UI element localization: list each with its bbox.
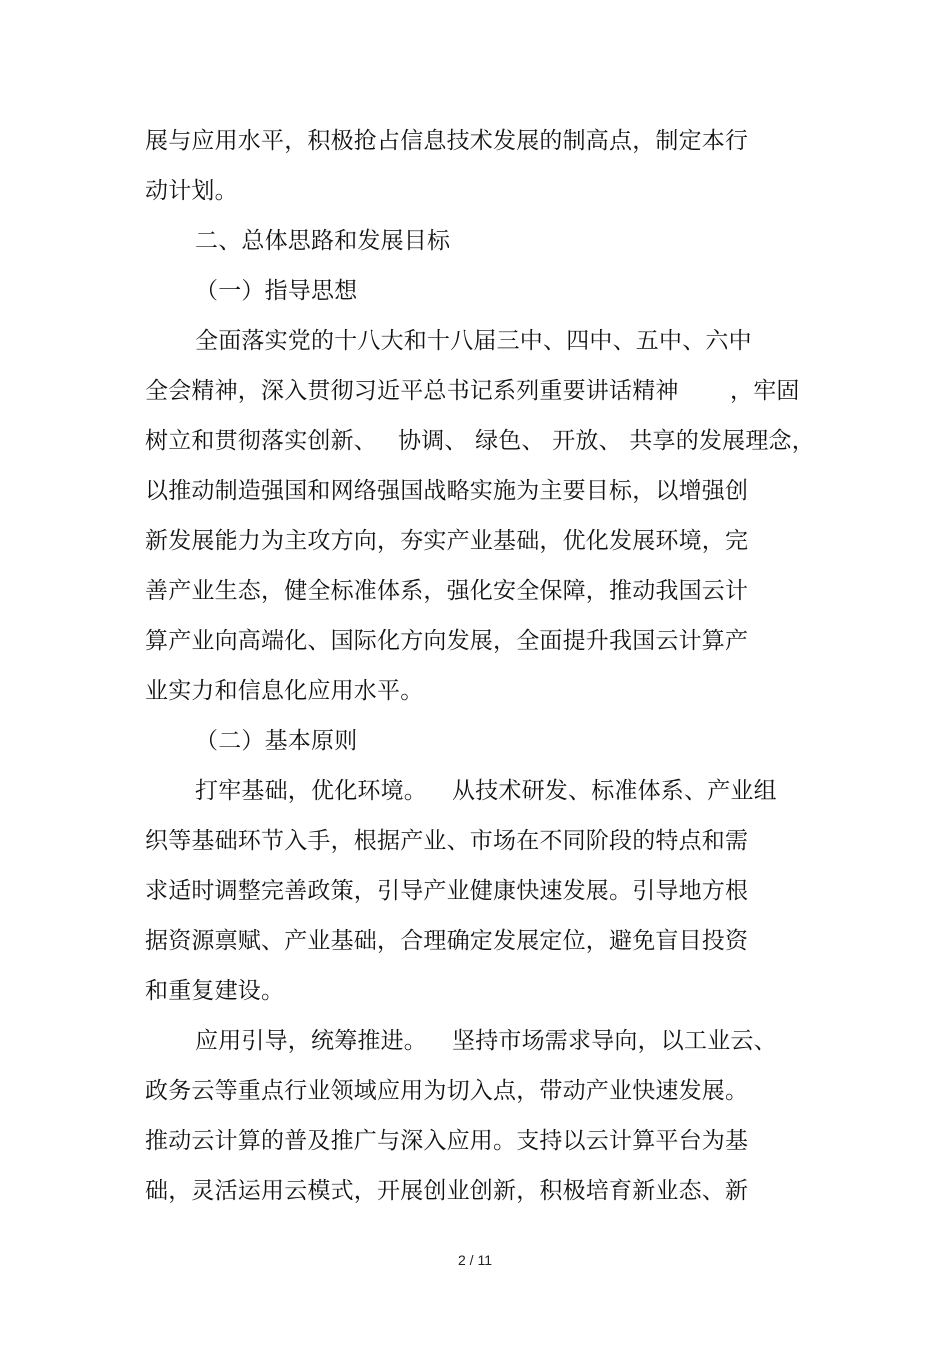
body-text-line: 和重复建设。 xyxy=(145,978,285,1004)
body-text-line: 应用引导，统筹推进。 xyxy=(195,1028,427,1054)
body-text-line: 织等基础环节入手，根据产业、市场在不同阶段的特点和需 xyxy=(145,828,749,854)
body-text-line: 础，灵活运用云模式，开展创业创新，积极培育新业态、新 xyxy=(145,1178,749,1204)
body-text-line: 政务云等重点行业领域应用为切入点，带动产业快速发展。 xyxy=(145,1078,749,1104)
subsection-heading: （一）指导思想 xyxy=(195,278,358,304)
body-text-fragment: 从技术研发、标准体系、产业组 xyxy=(452,778,777,804)
body-text-line: 以推动制造强国和网络强国战略实施为主要目标，以增强创 xyxy=(145,478,749,504)
body-text-line: 求适时调整完善政策，引导产业健康快速发展。引导地方根 xyxy=(145,878,749,904)
page-number: 2 / 11 xyxy=(458,1252,492,1268)
body-text-line: 打牢基础，优化环境。 xyxy=(195,778,427,804)
body-text-line: 全会精神，深入贯彻习近平总书记系列重要讲话精神 xyxy=(145,378,679,404)
body-text-line: 善产业生态，健全标准体系，强化安全保障，推动我国云计 xyxy=(145,578,749,604)
body-text-line: 据资源禀赋、产业基础，合理确定发展定位，避免盲目投资 xyxy=(145,928,749,954)
subsection-heading: （二）基本原则 xyxy=(195,728,358,754)
body-text-line: 新发展能力为主攻方向，夯实产业基础，优化发展环境，完 xyxy=(145,528,749,554)
section-heading: 二、总体思路和发展目标 xyxy=(195,228,451,254)
body-text-line: 算产业向高端化、国际化方向发展，全面提升我国云计算产 xyxy=(145,628,749,654)
body-text-fragment: 坚持市场需求导向，以工业云、 xyxy=(452,1028,777,1054)
body-text-fragment: ，牢固 xyxy=(730,378,800,404)
body-text-line: 推动云计算的普及推广与深入应用。支持以云计算平台为基 xyxy=(145,1128,749,1154)
body-text-line: 树立和贯彻落实创新、 xyxy=(145,428,377,454)
body-text-line: 业实力和信息化应用水平。 xyxy=(145,678,424,704)
body-text-line: 展与应用水平，积极抢占信息技术发展的制高点，制定本行 xyxy=(145,128,749,154)
body-text-fragment: 协调、 绿色、 开放、 共享的发展理念， xyxy=(398,428,815,454)
body-text-line: 全面落实党的十八大和十八届三中、四中、五中、六中 xyxy=(195,328,752,354)
body-text-line: 动计划。 xyxy=(145,178,238,204)
